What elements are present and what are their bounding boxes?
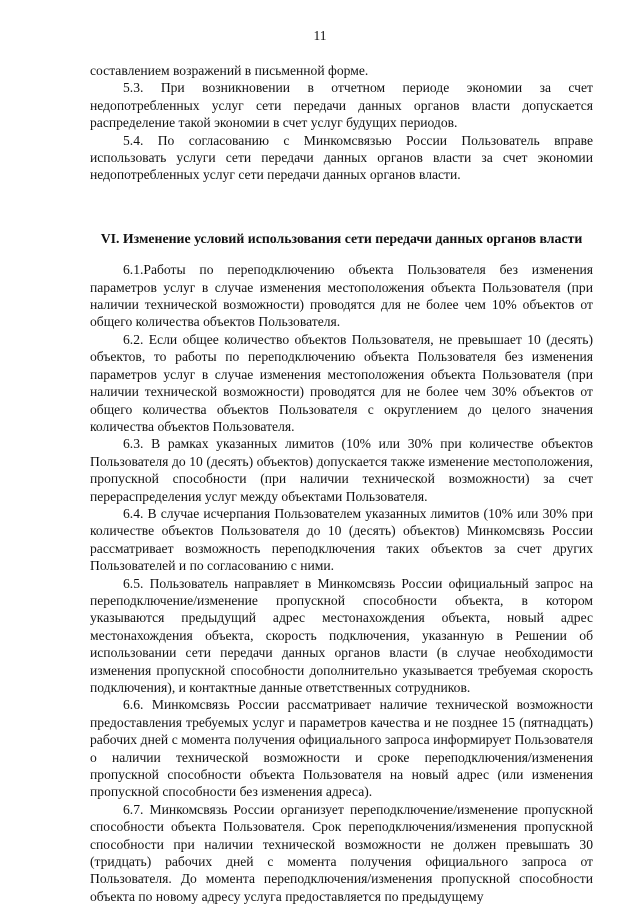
section-heading: VI. Изменение условий использования сети передачи данных органов власти — [100, 230, 583, 246]
paragraph-5-3: 5.3. При возникновении в отчетном периоде экономии за счет недопотребленных услуг сети передачи данных органов власти допускается распределение такой экономии в счет услуг будущих периодов. — [90, 80, 593, 131]
paragraph-6-6: 6.6. Минкомсвязь России рассматривает наличие технической возможности предоставления требуемых услуг и параметров качества и не позднее 15 (пятнадцать) рабочих дней с момента получения официального запроса информирует Пользователя о наличии технической возможности и сроке переподключения/изменения пропускной способности объекта Пользователя на новый адрес (или изменения пропускной способности без изменения адреса). — [90, 697, 593, 800]
paragraph-6-4: 6.4. В случае исчерпания Пользователем указанных лимитов (10% или 30% при количестве объектов Пользователя до 10 (десять) объектов) Минкомсвязь России рассматривает возможность переподключения таких объектов за счет других Пользователей и по согласованию с ними. — [90, 505, 593, 574]
paragraph-6-2: 6.2. Если общее количество объектов Пользователя, не превышает 10 (десять) объектов, то работы по переподключению объекта Пользователя без изменения параметров услуг в случае изменения местоположения объекта Пользователя (при наличии технической возможности) проводятся для не более чем 30% объектов от общего количества объектов Пользователя с округлением до целого значения количества объектов Пользователя. — [90, 331, 593, 434]
paragraph-6-5: 6.5. Пользователь направляет в Минкомсвязь России официальный запрос на переподключение/изменение пропускной способности объекта, в котором указываются предыдущий адрес местонахождения объекта, новый адрес местонахождения объекта, скорость подключения, указанную в Решении об использовании сети передачи данных органов власти (в случае необходимости изменения пропускной способности дополнительно указывается требуемая скорость подключения), и контактные данные ответственных сотрудников. — [90, 575, 593, 695]
page-number: 11 — [313, 28, 327, 43]
paragraph-continuation: составлением возражений в письменной форме. — [90, 63, 369, 78]
paragraph-6-3: 6.3. В рамках указанных лимитов (10% или 30% при количестве объектов Пользователя до 10 (десять) объектов) допускается также изменение местоположения, пропускной способности (при наличии технической возможности) за счет перераспределения услуг между объектами Пользователя. — [90, 436, 593, 504]
paragraph-6-7: 6.7. Минкомсвязь России организует переподключение/изменение пропускной способности объекта Пользователя. Срок переподключения/изменения пропускной способности при наличии технической возможности не должен превышать 30 (тридцать) рабочих дней с момента получения официального запроса от Пользователя. До момента переподключения/изменения пропускной способности объекта по новому адресу услуга предоставляется по предыдущему — [90, 801, 593, 904]
paragraph-5-4: 5.4. По согласованию с Минкомсвязью России Пользователь вправе использовать услуги сети передачи данных органов власти за счет экономии недопотребленных услуг сети передачи данных органов власти. — [90, 132, 593, 183]
document-body — [90, 62, 593, 905]
paragraph-6-1: 6.1.Работы по переподключению объекта Пользователя без изменения параметров услуг в случае изменения местоположения объекта Пользователя (при наличии технической возможности) проводятся для не более чем 10% объектов от общего количества объектов Пользователя. — [90, 262, 593, 330]
